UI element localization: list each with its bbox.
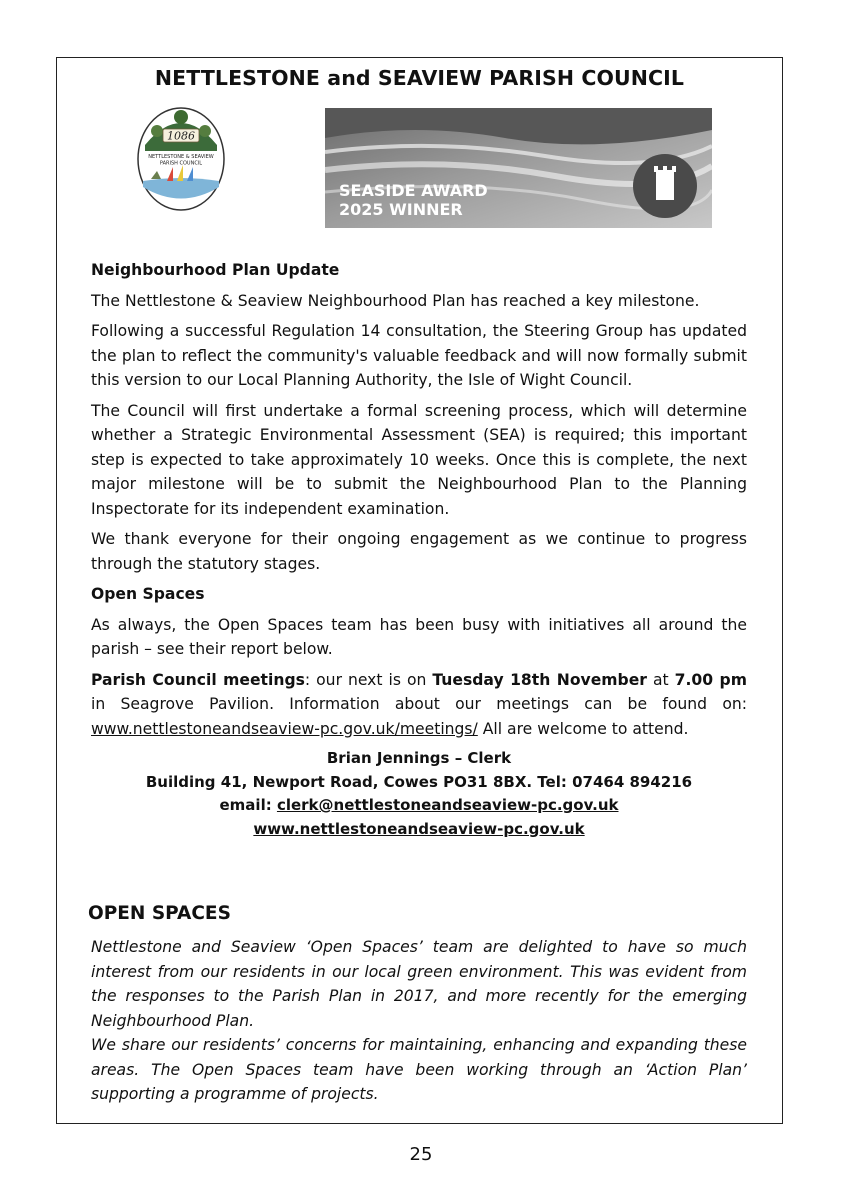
neighbourhood-paragraph-1: The Nettlestone & Seaview Neighbourhood Plan has reached a key milestone.: [91, 291, 700, 310]
page-title: NETTLESTONE and SEAVIEW PARISH COUNCIL: [154, 66, 685, 90]
svg-text:NETTLESTONE & SEAVIEW: NETTLESTONE & SEAVIEW: [148, 154, 214, 160]
open-spaces-subheading: Open Spaces: [91, 585, 205, 603]
open-spaces-heading: OPEN SPACES: [88, 903, 231, 924]
open-spaces-paragraph-2: We share our residents’ concerns for maintaining, enhancing and expanding these areas. The Open Spaces team have been working through an ‘Action Plan’ supporting a programme of projects.: [91, 1036, 747, 1103]
main-content: [91, 258, 747, 841]
meeting-date: Tuesday 18th November: [432, 670, 647, 689]
meetings-label: Parish Council meetings: [91, 670, 305, 689]
meetings-link[interactable]: www.nettlestoneandseaview-pc.gov.uk/meetings/: [91, 719, 478, 738]
clerk-email-line: email: clerk@nettlestoneandseaview-pc.gov.uk: [219, 796, 619, 814]
seaside-award-banner: [325, 108, 712, 228]
svg-text:1086: 1086: [167, 129, 195, 143]
neighbourhood-plan-heading: Neighbourhood Plan Update: [91, 261, 340, 279]
meeting-time: 7.00 pm: [674, 670, 747, 689]
neighbourhood-paragraph-3: The Council will first undertake a formal screening process, which will determine whether a Strategic Environmental Assessment (SEA) is required; this important step is expected to take approximately 10 weeks. Once this is complete, the next major milestone will be to submit the Neighbourhood Plan to the Planning Inspectorate for its independent examination.: [91, 401, 747, 518]
open-spaces-summary: As always, the Open Spaces team has been busy with initiatives all around the parish – see their report below.: [91, 615, 747, 658]
parish-crest-logo: [137, 107, 225, 211]
page-number: 25: [409, 1144, 433, 1165]
page-frame: [56, 57, 783, 1124]
meetings-paragraph: Parish Council meetings: our next is on Tuesday 18th November at 7.00 pm in Seagrove Pavilion. Information about our meetings can be found on: www.nettlestoneandseaview-pc.gov.uk/meetings/ All are welcome to attend.: [91, 670, 747, 738]
open-spaces-section: [91, 935, 747, 1107]
clerk-name: Brian Jennings – Clerk: [326, 749, 512, 767]
website-line: [91, 818, 747, 842]
award-line-2: 2025 WINNER: [339, 200, 463, 219]
open-spaces-paragraph-1: Nettlestone and Seaview ‘Open Spaces’ team are delighted to have so much interest from our residents in our local green environment. This was evident from the responses to the Parish Plan in 2017, and more recently for the emerging Neighbourhood Plan.: [91, 938, 747, 1030]
website-link[interactable]: www.nettlestoneandseaview-pc.gov.uk: [253, 819, 585, 838]
neighbourhood-paragraph-4: We thank everyone for their ongoing engagement as we continue to progress through the statutory stages.: [91, 530, 747, 573]
award-line-1: SEASIDE AWARD: [339, 181, 488, 200]
svg-text:PARISH COUNCIL: PARISH COUNCIL: [159, 160, 203, 167]
clerk-email-link[interactable]: clerk@nettlestoneandseaview-pc.gov.uk: [276, 796, 619, 814]
clerk-address: Building 41, Newport Road, Cowes PO31 8BX. Tel: 07464 894216: [145, 772, 693, 791]
neighbourhood-paragraph-2: Following a successful Regulation 14 consultation, the Steering Group has updated the plan to reflect the community's valuable feedback and will now formally submit this version to our Local Planning Authority, the Isle of Wight Council.: [91, 322, 747, 389]
